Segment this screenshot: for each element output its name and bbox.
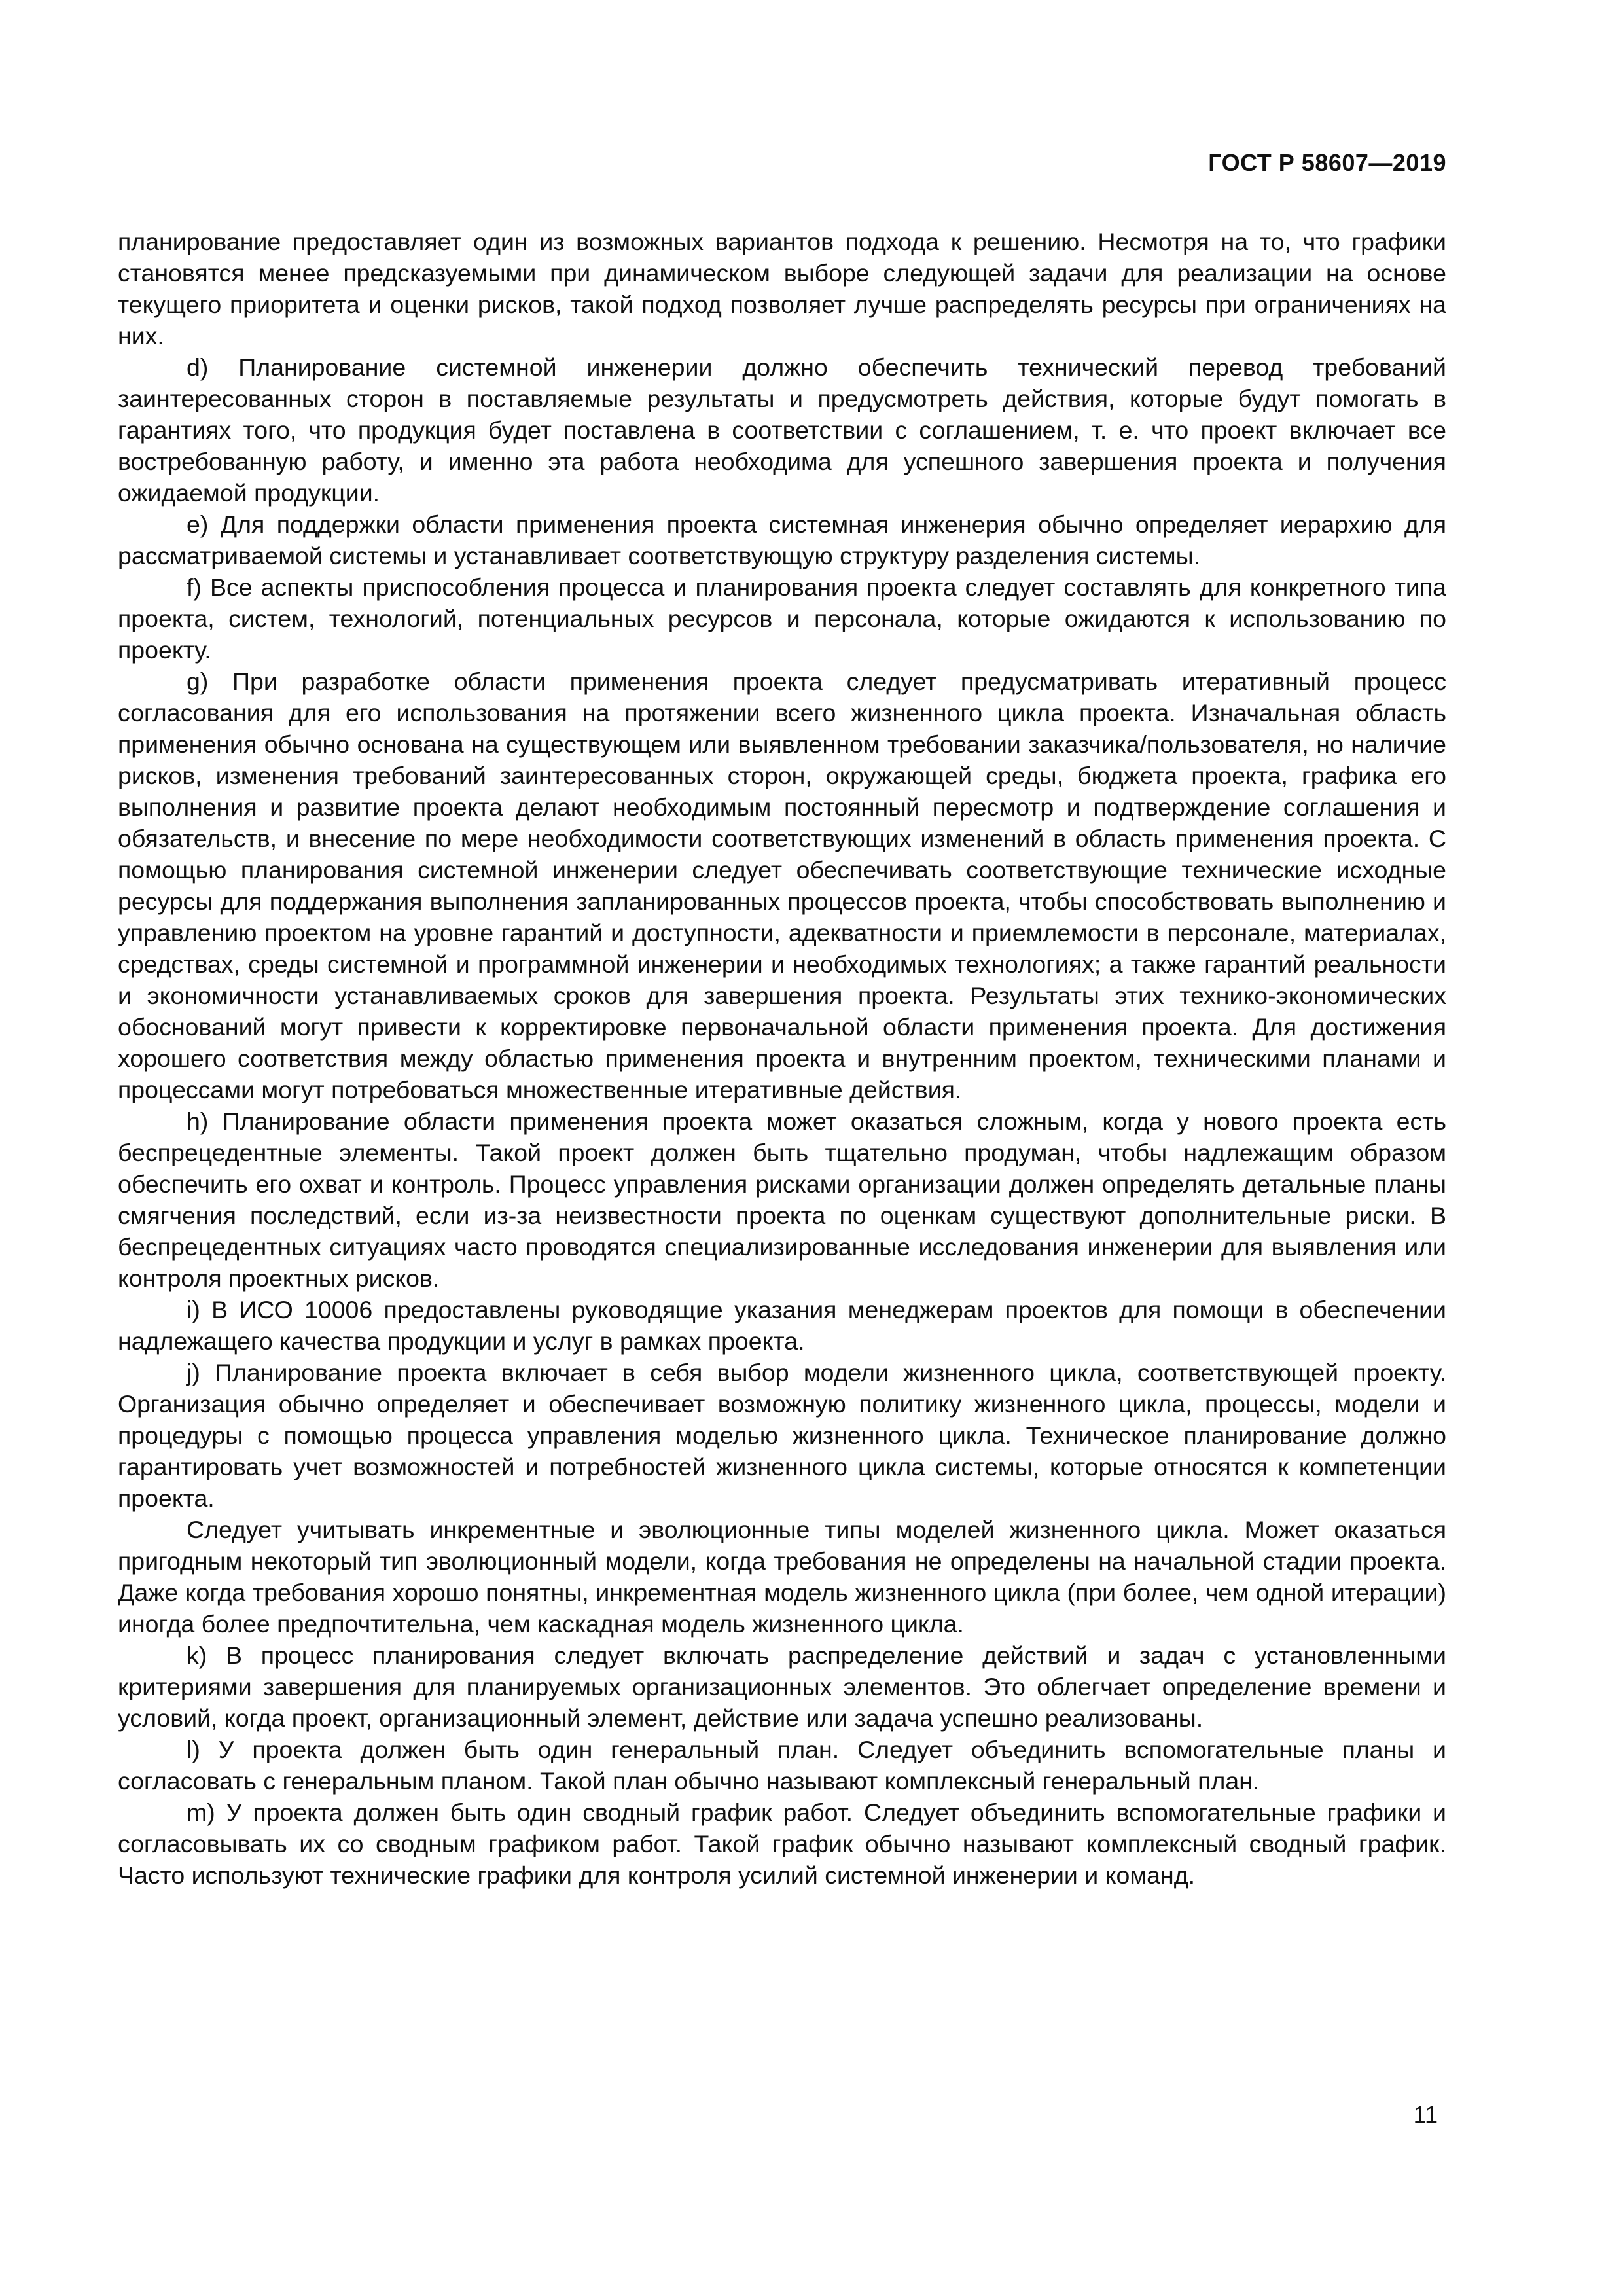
paragraph-continuation: планирование предоставляет один из возможных вариантов подхода к решению. Несмотря на то, что графики становятся менее предсказуемыми при динамическом выборе следующей задачи для реализации на основе текущего приоритета и оценки рисков, такой подход позволяет лучше распределять ресурсы при ограничениях на них. <box>118 228 1446 350</box>
paragraph-g: g) При разработке области применения проекта следует предусматривать итеративный процесс согласования для его использования на протяжении всего жизненного цикла проекта. Изначальная область применения обычно основана на существующем или выявленном требовании заказчика/пользователя, но наличие рисков, изменения требований заинтересованных сторон, окружающей среды, бюджета проекта, графика его выполнения и развитие проекта делают необходимым постоянный пересмотр и подтверждение соглашения и обязательств, и внесение по мере необходимости соответствующих изменений в область применения проекта. С помощью планирования системной инженерии следует обеспечивать соответствующие технические исходные ресурсы для поддержания выполнения запланированных процессов проекта, чтобы способствовать выполнению и управлению проектом на уровне гарантий и доступности, адекватности и приемлемости в персонале, материалах, средствах, среды системной и программной инженерии и необходимых технологиях; а также гарантий реальности и экономичности устанавливаемых сроков для завершения проекта. Результаты этих технико-экономических обоснований могут привести к корректировке первоначальной области применения проекта. Для достижения хорошего соответствия между областью применения проекта и внутренним проектом, техническими планами и процессами могут потребоваться множественные итеративные действия. <box>118 668 1446 1103</box>
paragraph-j: j) Планирование проекта включает в себя выбор модели жизненного цикла, соответствующей проекту. Организация обычно определяет и обеспечивает возможную политику жизненного цикла, процессы, модели и процедуры с помощью процесса управления моделью жизненного цикла. Техническое планирование должно гарантировать учет возможностей и потребностей жизненного цикла системы, которые относятся к компетенции проекта. <box>118 1359 1446 1512</box>
paragraph-m: m) У проекта должен быть один сводный график работ. Следует объединить вспомогательные графики и согласовывать их со сводным графиком работ. Такой график обычно называют комплексный сводный график. Часто используют технические графики для контроля усилий системной инженерии и команд. <box>118 1799 1446 1889</box>
body-text <box>118 226 1446 1891</box>
paragraph-d: d) Планирование системной инженерии должно обеспечить технический перевод требований заинтересованных сторон в поставляемые результаты и предусмотреть действия, которые будут помогать в гарантиях того, что продукция будет поставлена в соответствии с соглашением, т. е. что проект включает все востребованную работу, и именно эта работа необходима для успешного завершения проекта и получения ожидаемой продукции. <box>118 353 1446 507</box>
paragraph-e: e) Для поддержки области применения проекта системная инженерия обычно определяет иерархию для рассматриваемой системы и устанавливает соответствующую структуру разделения системы. <box>118 511 1446 569</box>
paragraph-i: i) В ИСО 10006 предоставлены руководящие указания менеджерам проектов для помощи в обеспечении надлежащего качества продукции и услуг в рамках проекта. <box>118 1296 1446 1355</box>
standard-id-header: ГОСТ Р 58607—2019 <box>1208 149 1446 176</box>
paragraph-h: h) Планирование области применения проекта может оказаться сложным, когда у нового проекта есть беспрецедентные элементы. Такой проект должен быть тщательно продуман, чтобы надлежащим образом обеспечить его охват и контроль. Процесс управления рисками организации должен определять детальные планы смягчения последствий, если из-за неизвестности проекта по оценкам существуют дополнительные риски. В беспрецедентных ситуациях часто проводятся специализированные исследования инженерии для выявления или контроля проектных рисков. <box>118 1107 1446 1292</box>
paragraph-l: l) У проекта должен быть один генеральный план. Следует объединить вспомогательные планы и согласовать с генеральным планом. Такой план обычно называют комплексный генеральный план. <box>118 1736 1446 1795</box>
page-number: 11 <box>1413 2101 1438 2128</box>
paragraph-lifecycle-models: Следует учитывать инкрементные и эволюционные типы моделей жизненного цикла. Может оказаться пригодным некоторый тип эволюционный модели, когда требования не определены на начальной стадии проекта. Даже когда требования хорошо понятны, инкрементная модель жизненного цикла (при более, чем одной итерации) иногда более предпочтительна, чем каскадная модель жизненного цикла. <box>118 1516 1446 1638</box>
paragraph-k: k) В процесс планирования следует включать распределение действий и задач с установленными критериями завершения для планируемых организационных элементов. Это облегчает определение времени и условий, когда проект, организационный элемент, действие или задача успешно реализованы. <box>118 1641 1446 1732</box>
paragraph-f: f) Все аспекты приспособления процесса и планирования проекта следует составлять для конкретного типа проекта, систем, технологий, потенциальных ресурсов и персонала, которые ожидаются к использованию по проекту. <box>118 573 1446 664</box>
